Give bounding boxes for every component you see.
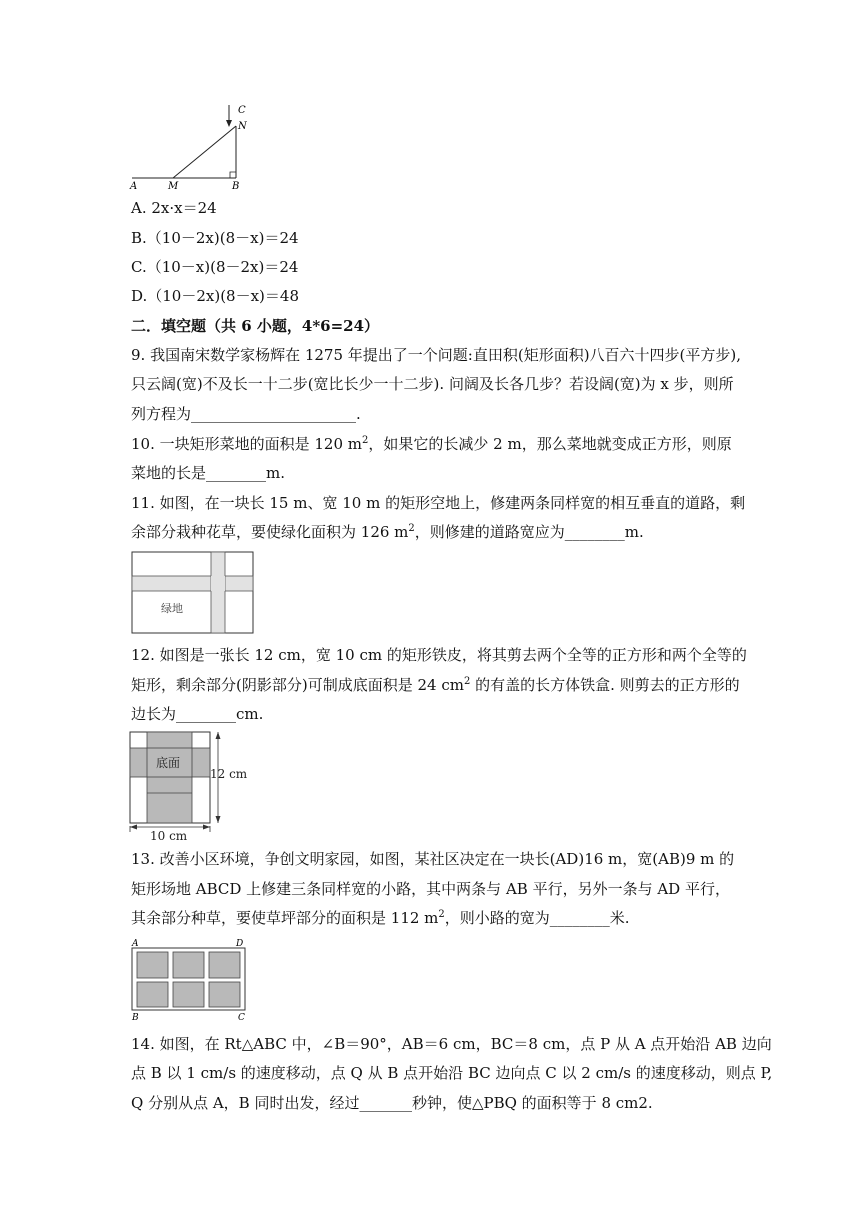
- q8-option-a: A. 2x·x＝24: [131, 199, 217, 217]
- q11-figure-label: 绿地: [161, 602, 183, 615]
- q14-line2: 点 B 以 1 cm/s 的速度移动，点 Q 从 B 点开始沿 BC 边向点 C 以 2 cm/s 的速度移动，则点 P,: [131, 1064, 773, 1082]
- corner-b: B: [132, 1013, 139, 1022]
- q8-option-c: C.（10－x)(8－2x)＝24: [131, 258, 299, 276]
- q10-sup: 2: [362, 435, 369, 446]
- q12-line1: 12. 如图是一张长 12 cm，宽 10 cm 的矩形铁皮，将其剪去两个全等的正方形和两个全等的: [131, 646, 747, 664]
- q14-line1: 14. 如图，在 Rt△ABC 中，∠B＝90°，AB＝6 cm，BC＝8 cm，点 P 从 A 点开始沿 AB 边向: [131, 1035, 772, 1053]
- label-a: A: [130, 181, 138, 192]
- q12-line3: 边长为________cm.: [131, 705, 264, 723]
- corner-a: A: [132, 939, 139, 949]
- q9-line2: 只云阔(宽)不及长一十二步(宽比长少一十二步). 问阔及长各几步？若设阔(宽)为 x 步，则所: [131, 375, 734, 393]
- section-heading: 二．填空题（共 6 小题，4*6=24）: [131, 317, 380, 335]
- q9-line3: 列方程为______________________.: [131, 405, 361, 423]
- q11-line2-b: ，则修建的道路宽应为________m.: [414, 523, 644, 541]
- q13-line3-b: ，则小路的宽为________米.: [444, 909, 630, 927]
- q12-line2: [131, 675, 740, 695]
- q12-dim-width: 10 cm: [150, 829, 188, 843]
- q13-sup: 2: [438, 909, 445, 920]
- q10-line1-b: ，如果它的长减少 2 m，那么菜地就变成正方形，则原: [368, 435, 732, 453]
- label-c: C: [238, 105, 246, 116]
- q9-line1: 9. 我国南宋数学家杨辉在 1275 年提出了一个问题:直田积(矩形面积)八百六十四步(平方步),: [131, 346, 742, 364]
- q13-line2: 矩形场地 ABCD 上修建三条同样宽的小路，其中两条与 AB 平行，另外一条与 AD 平行，: [131, 880, 730, 898]
- q12-sup: 2: [463, 676, 471, 687]
- label-b: B: [232, 181, 240, 192]
- corner-c: C: [238, 1013, 245, 1022]
- q11-sup: 2: [408, 523, 415, 534]
- q12-line2-b: 的有盖的长方体铁盒. 则剪去的正方形的: [470, 676, 740, 694]
- q11-line2: [131, 522, 644, 542]
- q11-line1: 11. 如图，在一块长 15 m、宽 10 m 的矩形空地上，修建两条同样宽的相互垂直的道路，剩: [131, 494, 746, 512]
- q11-road-diagram: [131, 551, 255, 635]
- q10-line2: 菜地的长是________m.: [131, 464, 285, 482]
- q13-line1: 13. 改善小区环境，争创文明家园，如图，某社区决定在一块长(AD)16 m，宽(AB)9 m 的: [131, 850, 735, 868]
- q10-line1: [131, 434, 732, 454]
- q10-line1-a: 10. 一块矩形菜地的面积是 120 m: [131, 435, 363, 453]
- q12-line2-a: 矩形，剩余部分(阴影部分)可制成底面积是 24 cm: [131, 676, 464, 694]
- q8-option-b: B.（10－2x)(8－x)＝24: [131, 229, 299, 247]
- q14-line3: Q 分别从点 A，B 同时出发，经过_______秒钟，使△PBQ 的面积等于 8 cm2.: [131, 1094, 653, 1112]
- q8-triangle-diagram: [124, 100, 254, 192]
- q12-sheet-diagram: [126, 728, 256, 844]
- q11-line2-a: 余部分栽种花草，要使绿化面积为 126 m: [131, 523, 409, 541]
- label-n: N: [238, 121, 247, 132]
- q12-dim-height: 12 cm: [210, 767, 248, 781]
- q13-line3: [131, 908, 630, 928]
- corner-d: D: [236, 939, 244, 949]
- q12-figure-label: 底面: [156, 756, 181, 770]
- q13-field-diagram: [128, 938, 250, 1022]
- label-m: M: [168, 181, 179, 192]
- q13-line3-a: 其余部分种草，要使草坪部分的面积是 112 m: [131, 909, 439, 927]
- q8-option-d: D.（10－2x)(8－x)＝48: [131, 287, 299, 305]
